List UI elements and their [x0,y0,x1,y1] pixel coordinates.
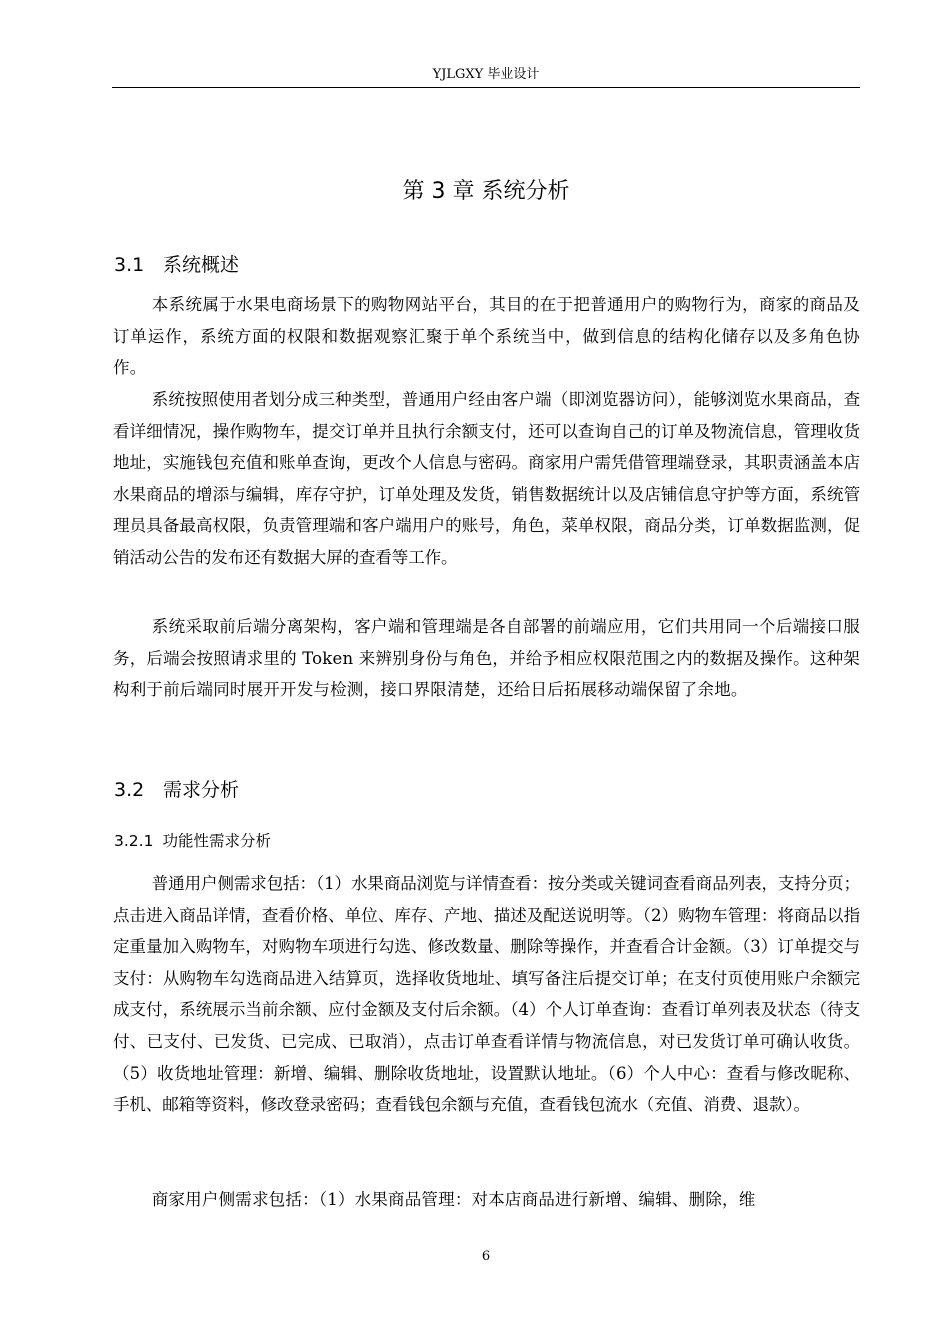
paragraph-overview-3: 系统采取前后端分离架构，客户端和管理端是各自部署的前端应用，它们共用同一个后端接口服务，后端会按照请求里的 Token 来辨别身份与角色，并给予相应权限范围之内的数据及操作。这种架构利于前后端同时展开开发与检测，接口界限清楚，还给日后拓展移动端保留了余地。 [113,617,860,700]
paragraph-functional-2: 商家用户侧需求包括：（1）水果商品管理：对本店商品进行新增、编辑、删除，维 [151,1190,756,1209]
paragraph-functional-1: 普通用户侧需求包括：（1）水果商品浏览与详情查看：按分类或关键词查看商品列表，支持分页；点击进入商品详情，查看价格、单位、库存、产地、描述及配送说明等。（2）购物车管理：将商品以指定重量加入购物车，对购物车项进行勾选、修改数量、删除等操作，并查看合计金额。（3）订单提交与支付：从购物车勾选商品进入结算页，选择收货地址、填写备注后提交订单；在支付页使用账户余额完成支付，系统展示当前余额、应付金额及支付后余额。（4）个人订单查询：查看订单列表及状态（待支付、已支付、已发货、已完成、已取消），点击订单查看详情与物流信息，对已发货订单可确认收货。（5）收货地址管理：新增、编辑、删除收货地址，设置默认地址。（6）个人中心：查看与修改昵称、手机、邮箱等资料，修改登录密码；查看钱包余额与充值，查看钱包流水（充值、消费、退款）。 [113,874,860,1115]
paragraph-overview-1: 本系统属于水果电商场景下的购物网站平台，其目的在于把普通用户的购物行为，商家的商品及订单运作，系统方面的权限和数据观察汇聚于单个系统当中，做到信息的结构化储存以及多角色协作。 [113,295,860,378]
section-title: 系统概述 [163,254,240,276]
page-header: YJLGXY 毕业设计 [432,67,540,82]
section-heading-overview [114,251,239,279]
section-heading-requirements [114,776,239,804]
subsection-heading-functional [114,829,271,853]
section-number: 3.2 [114,779,145,801]
paragraph-overview-2: 系统按照使用者划分成三种类型，普通用户经由客户端（即浏览器访问），能够浏览水果商品，查看详细情况，操作购物车，提交订单并且执行余额支付，还可以查询自己的订单及物流信息，管理收货地址，实施钱包充值和账单查询，更改个人信息与密码。商家用户需凭借管理端登录，其职责涵盖本店水果商品的增添与编辑，库存守护，订单处理及发货，销售数据统计以及店铺信息守护等方面，系统管理员具备最高权限，负责管理端和客户端用户的账号，角色，菜单权限，商品分类，订单数据监测，促销活动公告的发布还有数据大屏的查看等工作。 [113,390,860,567]
header-divider [112,87,860,88]
subsection-title: 功能性需求分析 [162,832,271,850]
section-number: 3.1 [114,254,145,276]
chapter-title: 第 3 章 系统分析 [402,179,570,204]
section-title: 需求分析 [163,779,240,801]
subsection-number: 3.2.1 [114,832,154,850]
page-number: 6 [481,1249,491,1264]
